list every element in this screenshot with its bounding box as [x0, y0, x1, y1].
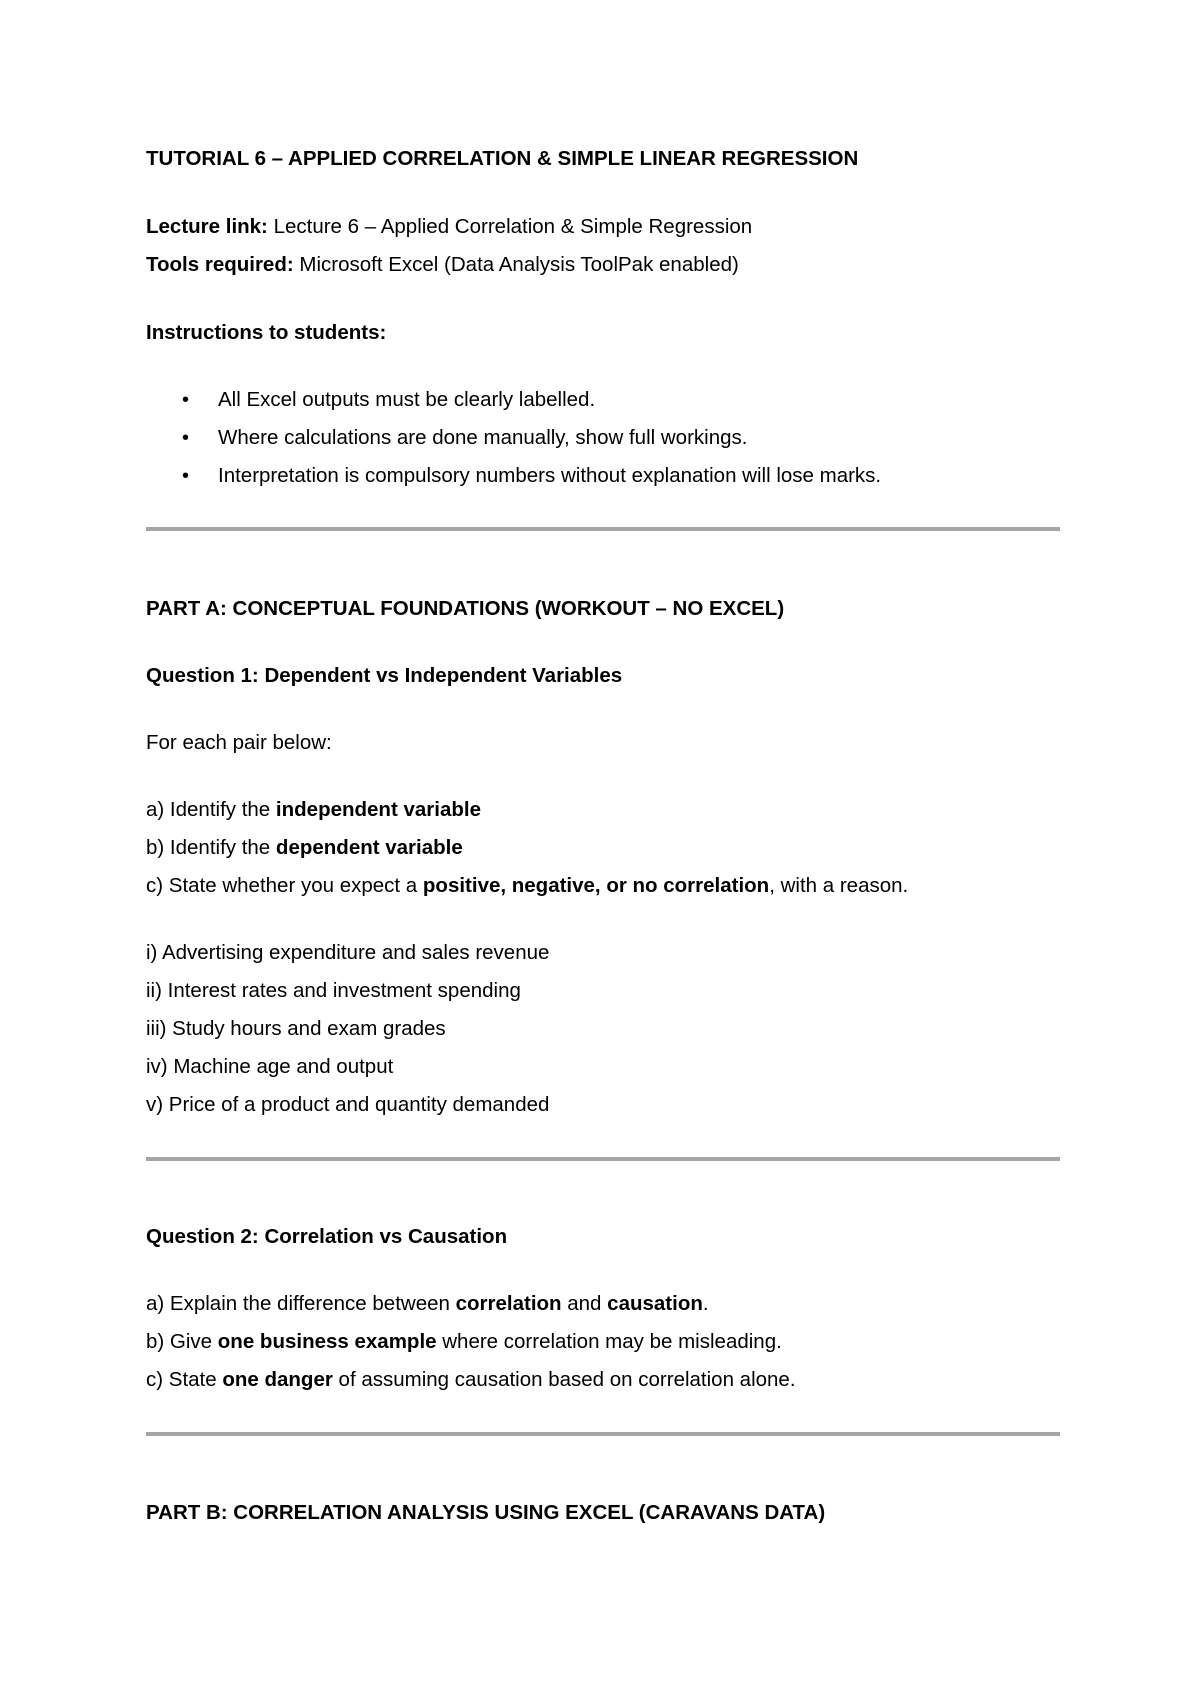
task-emphasis: causation: [607, 1292, 703, 1315]
task-emphasis: correlation: [455, 1292, 562, 1315]
task-text: a) Identify the: [146, 798, 276, 821]
lecture-link-line: [146, 214, 752, 240]
task-text: .: [702, 1292, 709, 1315]
part-b-heading: PART B: CORRELATION ANALYSIS USING EXCEL (CARAVANS DATA): [146, 1501, 826, 1524]
document-title: TUTORIAL 6 – APPLIED CORRELATION & SIMPLE LINEAR REGRESSION: [146, 147, 859, 170]
question-1-intro: For each pair below:: [146, 731, 332, 754]
task-emphasis: dependent variable: [275, 836, 463, 859]
question-2-task-c: [146, 1367, 796, 1393]
question-2-task-b: [146, 1329, 782, 1355]
question-1-task-c: [146, 873, 908, 899]
tools-required-line: [146, 252, 739, 278]
task-text: b) Identify the: [146, 836, 276, 859]
variable-pair: i) Advertising expenditure and sales revenue: [146, 941, 550, 964]
task-emphasis: one business example: [217, 1330, 437, 1353]
variable-pair: ii) Interest rates and investment spending: [146, 979, 521, 1002]
task-emphasis: one danger: [222, 1368, 333, 1391]
instructions-heading: Instructions to students:: [146, 321, 387, 344]
task-text: c) State whether you expect a: [146, 874, 423, 897]
instruction-item: Where calculations are done manually, show full workings.: [218, 426, 748, 449]
question-2-task-a: [146, 1291, 709, 1317]
section-divider: [146, 1432, 1060, 1436]
task-text: of assuming causation based on correlation alone.: [332, 1368, 796, 1391]
task-text: where correlation may be misleading.: [436, 1330, 782, 1353]
task-emphasis: positive, negative, or no correlation: [422, 874, 770, 897]
task-text: c) State: [146, 1368, 223, 1391]
section-divider: [146, 527, 1060, 531]
question-1-heading: Question 1: Dependent vs Independent Variables: [146, 664, 623, 687]
instruction-item: All Excel outputs must be clearly labelled.: [218, 388, 596, 411]
section-divider: [146, 1157, 1060, 1161]
variable-pair: iii) Study hours and exam grades: [146, 1017, 446, 1040]
lecture-link-value: Lecture 6 – Applied Correlation & Simple Regression: [267, 215, 753, 238]
instruction-item: Interpretation is compulsory numbers without explanation will lose marks.: [218, 464, 882, 487]
task-text: a) Explain the difference between: [146, 1292, 456, 1315]
bullet-icon: •: [182, 427, 190, 449]
task-emphasis: independent variable: [275, 798, 481, 821]
task-text: and: [561, 1292, 608, 1315]
variable-pair: v) Price of a product and quantity demanded: [146, 1093, 550, 1116]
question-2-heading: Question 2: Correlation vs Causation: [146, 1225, 508, 1248]
variable-pair: iv) Machine age and output: [146, 1055, 394, 1078]
bullet-icon: •: [182, 389, 190, 411]
part-a-heading: PART A: CONCEPTUAL FOUNDATIONS (WORKOUT – NO EXCEL): [146, 597, 785, 620]
task-text: b) Give: [146, 1330, 218, 1353]
question-1-task-b: [146, 835, 463, 861]
lecture-link-label: Lecture link:: [146, 215, 268, 238]
tools-required-label: Tools required:: [146, 253, 294, 276]
question-1-task-a: [146, 797, 481, 823]
task-text: , with a reason.: [769, 874, 909, 897]
bullet-icon: •: [182, 465, 190, 487]
tools-required-value: Microsoft Excel (Data Analysis ToolPak enabled): [293, 253, 739, 276]
